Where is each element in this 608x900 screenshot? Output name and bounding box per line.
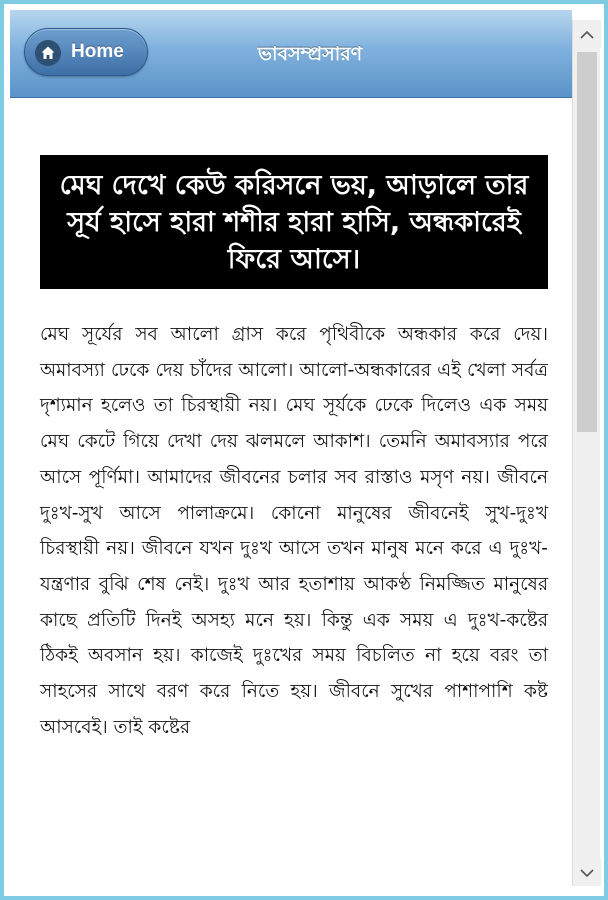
header-bar xyxy=(10,10,572,98)
scroll-down-button[interactable] xyxy=(573,858,601,886)
heading-box xyxy=(40,155,548,289)
home-icon xyxy=(35,40,61,66)
home-button-label: Home xyxy=(71,41,124,62)
chevron-down-icon xyxy=(580,863,594,882)
content-area xyxy=(10,99,572,899)
scroll-up-button[interactable] xyxy=(573,20,601,48)
article-heading: মেঘ দেখে কেউ করিসনে ভয়, আড়ালে তার সূর্য হাসে হারা শশীর হারা হাসি, অন্ধকারেই ফিরে আসে। xyxy=(59,169,529,275)
home-button[interactable] xyxy=(24,28,148,76)
scroll-thumb[interactable] xyxy=(577,52,597,432)
page-title: ভাবসম্প্রসারণ xyxy=(257,43,363,65)
article-body: মেঘ সূর্যের সব আলো গ্রাস করে পৃথিবীকে অন্ধকার করে দেয়। অমাবস্যা ঢেকে দেয় চাঁদের আলো। আলো-অন্ধকারের এই খেলা সর্বত্র দৃশ্যমান হলেও তা চিরস্থায়ী নয়। মেঘ সূর্যকে ঢেকে দিলেও এক সময় মেঘ কেটে গিয়ে দেখা দেয় ঝলমলে আকাশ। তেমনি অমাবস্যার পরে আসে পূর্ণিমা। আমাদের জীবনের চলার সব রাস্তাও মসৃণ নয়। জীবনে দুঃখ-সুখ আসে পালাক্রমে। কোনো মানুষের জীবনেই সুখ-দুঃখ চিরস্থায়ী নয়। জীবনে যখন দুঃখ আসে তখন মানুষ মনে করে এ দুঃখ-যন্ত্রণার বুঝি শেষ নেই। দুঃখ আর হতাশায় আকণ্ঠ নিমজ্জিত মানুষের কাছে প্রতিটি দিনই অসহ্য মনে হয়। কিন্তু এক সময় এ দুঃখ-কষ্টের ঠিকই অবসান হয়। কাজেই দুঃখের সময় বিচলিত না হয়ে বরং তা সাহসের সাথে বরণ করে নিতে হয়। জীবনে সুখের পাশাপাশি কষ্ট আসবেই। তাই কষ্টের xyxy=(40,324,548,738)
vertical-scrollbar[interactable] xyxy=(572,20,600,886)
chevron-up-icon xyxy=(580,25,594,44)
